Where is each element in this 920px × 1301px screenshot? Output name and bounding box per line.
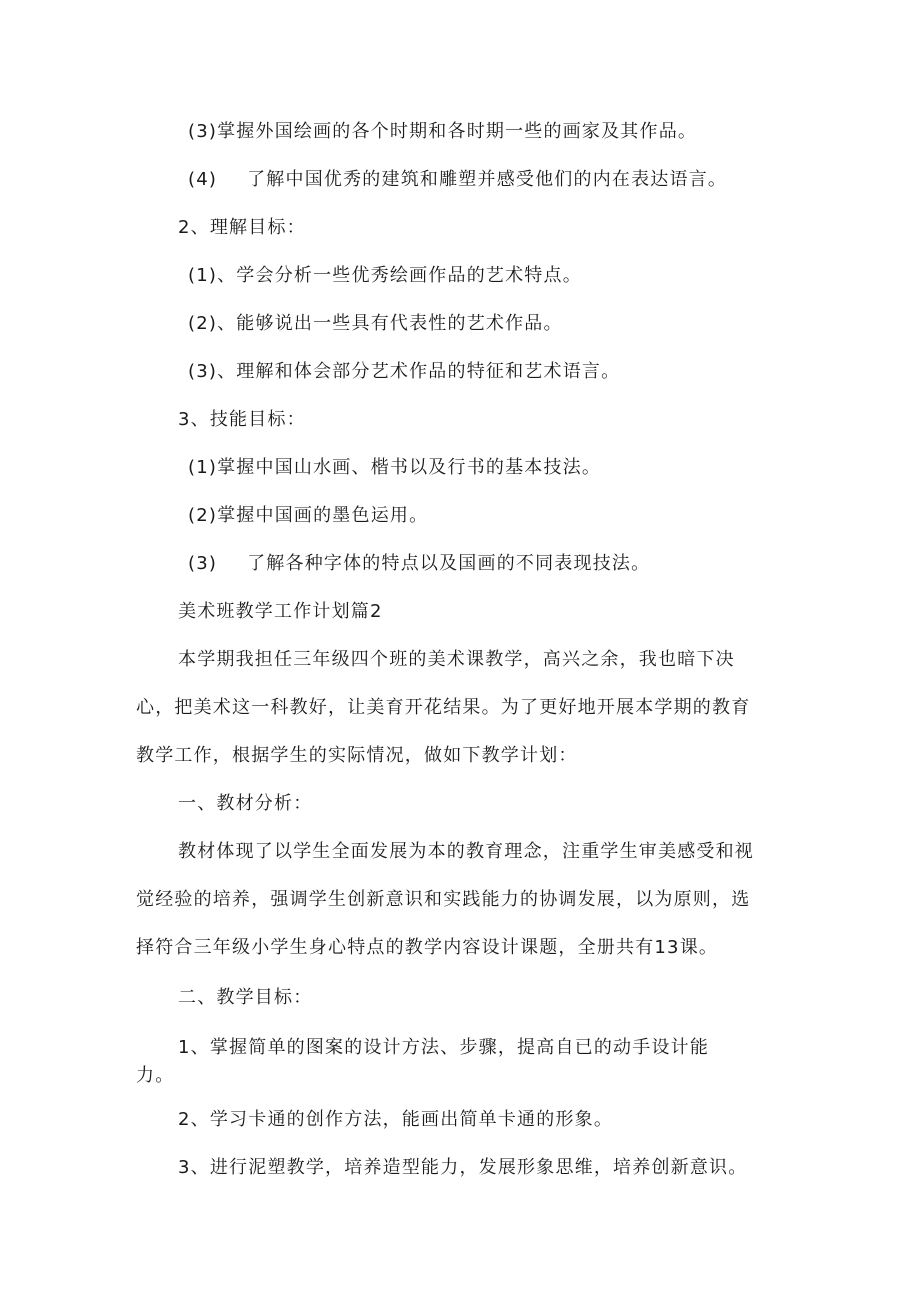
goal-item-3: (3)掌握外国绘画的各个时期和各时期一些的画家及其作品。 bbox=[188, 121, 698, 142]
paragraph-intro-line-1: 本学期我担任三年级四个班的美术课教学，高兴之余，我也暗下决 bbox=[178, 649, 735, 670]
goal-item-4-text: 了解中国优秀的建筑和雕塑并感受他们的内在表达语言。 bbox=[247, 169, 728, 190]
goal-item-4-number: (4) bbox=[188, 169, 218, 190]
skills-item-3 bbox=[188, 552, 650, 576]
skills-item-3-text: 了解各种字体的特点以及国画的不同表现技法。 bbox=[247, 553, 651, 574]
paragraph-material-line-1: 教材体现了以学生全面发展为本的教育理念，注重学生审美感受和视 bbox=[178, 841, 754, 862]
understanding-item-3: (3)、理解和体会部分艺术作品的特征和艺术语言。 bbox=[188, 361, 621, 382]
paragraph-intro-line-2: 心，把美术这一科教好，让美育开花结果。为了更好地开展本学期的教育 bbox=[136, 697, 751, 718]
section-heading-skills: 3、技能目标： bbox=[178, 409, 306, 430]
teaching-goal-1-line-2: 力。 bbox=[136, 1065, 175, 1086]
understanding-item-1: (1)、学会分析一些优秀绘画作品的艺术特点。 bbox=[188, 265, 582, 286]
paragraph-material-line-2: 觉经验的培养，强调学生创新意识和实践能力的协调发展，以为原则，选 bbox=[136, 889, 751, 910]
skills-item-3-number: (3) bbox=[188, 553, 218, 574]
understanding-item-2: (2)、能够说出一些具有代表性的艺术作品。 bbox=[188, 313, 563, 334]
teaching-goal-3: 3、进行泥塑教学，培养造型能力，发展形象思维，培养创新意识。 bbox=[178, 1157, 748, 1178]
article-title: 美术班教学工作计划篇2 bbox=[178, 601, 383, 622]
goal-item-4 bbox=[188, 168, 727, 192]
teaching-goal-1-line-1: 1、掌握简单的图案的设计方法、步骤，提高自已的动手设计能 bbox=[178, 1037, 710, 1058]
skills-item-1: (1)掌握中国山水画、楷书以及行书的基本技法。 bbox=[188, 457, 602, 478]
section-heading-teaching-goals: 二、教学目标： bbox=[178, 987, 313, 1008]
skills-item-2: (2)掌握中国画的墨色运用。 bbox=[188, 505, 429, 526]
paragraph-intro-line-3: 教学工作，根据学生的实际情况，做如下教学计划： bbox=[136, 745, 578, 766]
paragraph-material-line-3: 择符合三年级小学生身心特点的教学内容设计课题，全册共有13课。 bbox=[136, 937, 719, 958]
teaching-goal-2: 2、学习卡通的创作方法，能画出简单卡通的形象。 bbox=[178, 1109, 614, 1130]
section-heading-material-analysis: 一、教材分析： bbox=[178, 793, 313, 814]
section-heading-understanding: 2、理解目标： bbox=[178, 217, 306, 238]
